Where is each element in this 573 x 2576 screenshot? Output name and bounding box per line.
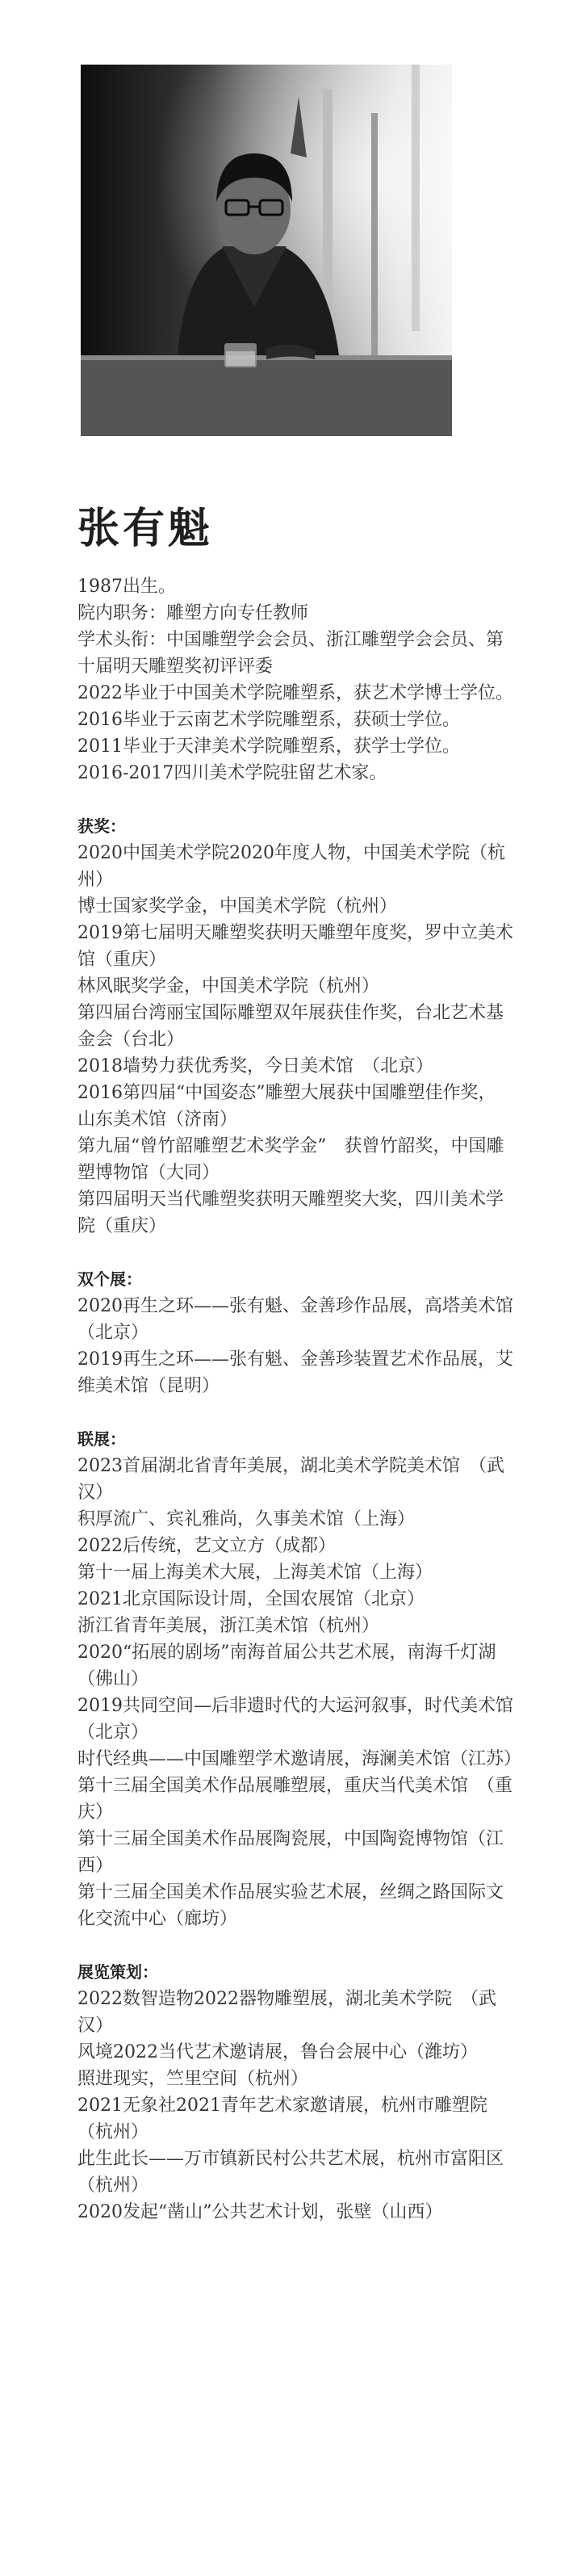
group-exhibition-item: 第十三届全国美术作品展陶瓷展，中国陶瓷博物馆（江西） [77,1829,504,1876]
award-item: 第四届明天当代雕塑奖获明天雕塑奖大奖，四川美术学院（重庆） [77,1189,504,1236]
person-name: 张有魁 [77,504,214,553]
award-item: 林风眠奖学金，中国美术学院（杭州） [77,976,380,996]
group-exhibition-item: 第十三届全国美术作品展雕塑展，重庆当代美术馆 （重庆） [77,1776,513,1823]
duo-exhibitions-section [77,1266,513,1399]
award-item: 2018墙势力获优秀奖，今日美术馆 （北京） [77,1056,433,1076]
curation-item: 照进现实，竺里空间（杭州） [77,2069,309,2089]
group-exhibition-item: 2019共同空间—后非遗时代的大运河叙事，时代美术馆 （北京） [77,1696,532,1743]
curation-item: 2022数智造物2022器物雕塑展，湖北美术学院 （武汉） [77,1989,496,2036]
intro-line: 2016-2017四川美术学院驻留艺术家。 [77,763,387,783]
curation-item: 风境2022当代艺术邀请展，鲁台会展中心（潍坊） [77,2042,478,2062]
intro-line: 院内职务：雕塑方向专任教师 [77,603,309,623]
section-title-group-exhibitions: 联展： [77,1429,126,1449]
duo-exhibition-item: 2020再生之环——张有魁、金善珍作品展，高塔美术馆（北京） [77,1296,513,1343]
intro-line: 学术头衔：中国雕塑学会会员、浙江雕塑学会会员、第十届明天雕塑奖初评评委 [77,630,504,677]
curation-item: 2021无象社2021青年艺术家邀请展，杭州市雕塑院（杭州） [77,2096,487,2142]
curation-item: 2020发起“凿山”公共艺术计划，张壁（山西） [77,2202,443,2222]
award-item: 2016第四届“中国姿态”雕塑大展获中国雕塑佳作奖，山东美术馆（济南） [77,1083,496,1130]
award-item: 博士国家奖学金，中国美术学院（杭州） [77,896,398,917]
intro-line: 2022毕业于中国美术学院雕塑系，获艺术学博士学位。 [77,683,513,703]
group-exhibition-item: 积厚流广、宾礼雅尚，久事美术馆（上海） [77,1509,416,1529]
section-title-awards: 获奖： [77,816,126,836]
portrait-photo [81,65,452,436]
group-exhibition-item: 2020“拓展的剧场”南海首届公共艺术展，南海千灯湖（佛山） [77,1643,496,1689]
award-item: 第九届“曾竹韶雕塑艺术奖学金” 获曾竹韶奖，中国雕塑博物馆（大同） [77,1136,504,1183]
group-exhibitions-section [77,1426,532,1932]
curation-section [77,1959,513,2226]
section-title-curation: 展览策划： [77,1962,158,1982]
section-title-duo-exhibitions: 双个展： [77,1269,142,1289]
group-exhibition-item: 第十一届上海美术大展，上海美术馆（上海） [77,1563,433,1583]
award-item: 2019第七届明天雕塑奖获明天雕塑年度奖，罗中立美术馆（重庆） [77,923,513,970]
intro-section [77,573,513,787]
group-exhibition-item: 2021北京国际设计周，全国农展馆（北京） [77,1589,425,1609]
group-exhibition-item: 第十三届全国美术作品展实验艺术展，丝绸之路国际文化交流中心（廊坊） [77,1882,504,1929]
intro-line: 2011毕业于天津美术学院雕塑系，获学士学位。 [77,736,460,757]
award-item: 2020中国美术学院2020年度人物，中国美术学院（杭州） [77,843,505,890]
group-exhibition-item: 浙江省青年美展，浙江美术馆（杭州） [77,1616,380,1636]
group-exhibition-item: 2023首届湖北省青年美展，湖北美术学院美术馆 （武汉） [77,1456,504,1503]
curation-item: 此生此长——万市镇新民村公共艺术展，杭州市富阳区（杭州） [77,2149,504,2196]
intro-line: 1987出生。 [77,577,176,597]
duo-exhibition-item: 2019再生之环——张有魁、金善珍装置艺术作品展，艾维美术馆（昆明） [77,1349,513,1396]
award-item: 第四届台湾丽宝国际雕塑双年展获佳作奖，台北艺术基金会（台北） [77,1003,504,1050]
awards-section [77,813,513,1240]
biography [77,573,532,2226]
group-exhibition-item: 2022后传统，艺文立方（成都） [77,1536,336,1556]
intro-line: 2016毕业于云南艺术学院雕塑系，获硕士学位。 [77,710,460,730]
group-exhibition-item: 时代经典——中国雕塑学术邀请展，海澜美术馆（江苏） [77,1749,522,1769]
